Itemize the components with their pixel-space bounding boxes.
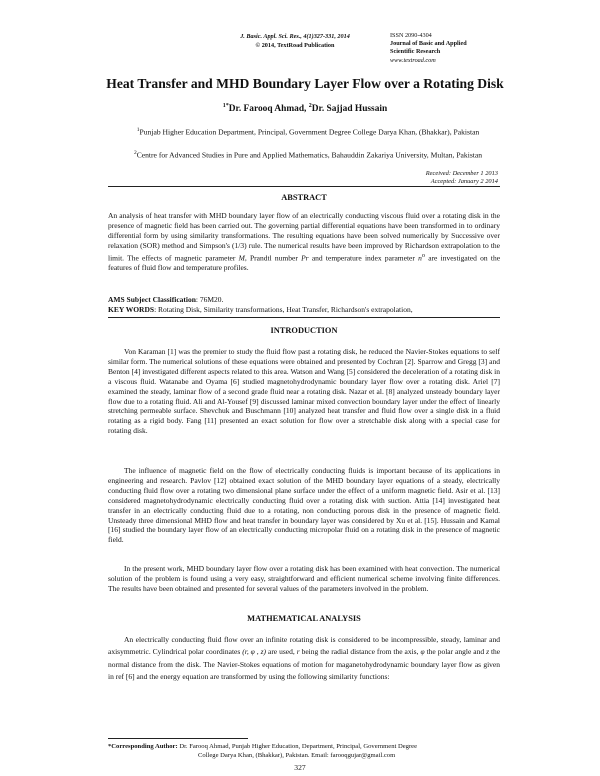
math-text-2: are used, <box>267 647 295 657</box>
affiliation-2-text: Centre for Advanced Studies in Pure and Applied Mathematics, Bahauddin Zakariya University, Multan, Pakistan <box>136 150 483 160</box>
journal-website: www.textroad.com <box>390 56 436 64</box>
math-text-3: being the radial distance from the axis, <box>301 647 419 657</box>
abstract-text-2: , Prandtl number <box>244 253 298 263</box>
symbol-n: n <box>418 253 422 263</box>
journal-name-line-1: Journal of Basic and Applied <box>390 40 467 48</box>
footnote-line-2: College Darya Khan, (Bhakkar), Pakistan. Email: farooqgujar@gmail.com <box>198 752 396 759</box>
keywords-label: KEY WORDS <box>108 305 155 314</box>
abstract-text-4: are investigated on the features of fluid flow and temperature profiles. <box>108 253 501 273</box>
symbol-Pr: Pr <box>301 253 309 263</box>
corresponding-author-footnote <box>108 742 500 760</box>
math-text-5: the normal distance from the disk. The Navier-Stokes equations of motion for maganetohydrodynamic boundary layer flow as given in ref [6] and the energy equation are transformed by using the following similarity functions: <box>108 647 501 682</box>
author1-marker: 1* <box>222 103 229 109</box>
abstract-heading: ABSTRACT <box>281 193 327 202</box>
abstract-body <box>108 211 500 273</box>
math-paragraph <box>108 634 500 684</box>
page-number: 327 <box>294 763 306 772</box>
author1-name: Dr. Farooq Ahmad, <box>228 104 307 115</box>
ams-label: AMS Subject Classification <box>108 295 196 304</box>
ams-classification <box>108 295 500 305</box>
intro-paragraph-1: Von Karaman [1] was the premier to study the fluid flow past a rotating disk, he reduced the Navier-Stokes equations to self similar form. The numerical solutions of these equations were obtained and presented by Cochran [2]. Sparrow and Gregg [3] and Benton [4] investigated different aspects related to this area. Watson and Wang [5] considered the deceleration of a rotating disk in a viscous fluid. Watanabe and Oyama [6] studied magnetohydrodynamic boundary layer flow over a rotating disk. Ariel [7] examined the steady, laminar flow of a second grade fluid near a rotating disk. Nazar et al. [8] analyzed unsteady boundary layer flow due to a rotating fluid. Ali and Al-Yousef [9] discussed laminar mixed convection boundary layer under the effect of linearly stretching permeable surface. Shevchuk and Buschmann [10] analyzed heat transfer and fluid flow over a single disk in a fluid rotating as a rigid body. Fang [11] presented an exact solution for flow over a stretchable disk along with a special case for rotating disk. <box>108 347 500 436</box>
footnote-label: *Corresponding Author: <box>108 743 178 750</box>
issn: ISSN 2090-4304 <box>390 32 432 39</box>
symbol-n-sup: o <box>421 251 425 259</box>
abstract-text-1: An analysis of heat transfer with MHD boundary layer flow of an electrically conducting viscous fluid over a rotating disk in the presence of magnetic field has been carried out. The governing partial differential equations have been transformed in to ordinary differential form by using similarity transformations. The resulting equations have been solved numerically by Successive over relaxation (SOR) method and Simpson's (1/3) rule. The numerical results have been improved by Richardson extrapolation to the limit. The effects of magnetic parameter <box>108 211 500 263</box>
coords-symbol: (r, φ , z) <box>242 647 267 657</box>
author2-name: Dr. Sajjad Hussain <box>311 104 388 115</box>
affiliation-1-marker: 1 <box>136 127 140 133</box>
math-heading: MATHEMATICAL ANALYSIS <box>247 614 361 623</box>
paper-title: Heat Transfer and MHD Boundary Layer Flow over a Rotating Disk <box>106 76 504 91</box>
accepted-date: Accepted: January 2 2014 <box>430 178 498 185</box>
author-line <box>100 103 510 114</box>
affiliation-1 <box>118 125 498 138</box>
math-text-1: An electrically conducting fluid flow over an infinite rotating disk is considered to be incompressible, steady, laminar and axisymmetric. Cylindrical polar coordinates <box>108 635 500 657</box>
intro-paragraph-3: In the present work, MHD boundary layer flow over a rotating disk has been examined with heat convection. The numerical solution of the problem is found using a very easy, straightforward and efficient numerical scheme involving finite differences. The results have been obtained and presented for several values of the parameters involved in the problem. <box>108 564 500 593</box>
abstract-text-3: and temperature index parameter <box>311 253 415 263</box>
journal-header-right <box>390 32 500 65</box>
abstract-top-rule <box>108 186 500 187</box>
affiliation-2-marker: 2 <box>133 150 137 156</box>
received-date: Received: December 1 2013 <box>425 170 498 177</box>
symbol-z: z <box>486 647 489 657</box>
journal-header-left <box>210 32 380 50</box>
submission-dates <box>380 170 498 186</box>
journal-name-line-2: Scientific Research <box>390 48 441 56</box>
symbol-r: r <box>296 647 300 657</box>
intro-paragraph-2: The influence of magnetic field on the flow of electrically conducting fluids is important because of its applications in engineering and research. Pavlov [12] obtained exact solution of the MHD boundary layer equations of a steady, electrically conducting fluid flow over a rotating two dimensional plane surface under the effect of a uniform magnetic field. Asir et al. [13] considered magnetohydrodynamic electrically conducting fluid over a rotating disk with suction. Attia [14] investigated heat transfer in an electrically conducting fluid due to a rotating, non conducting porous disk in the presence of magnetic field. Unsteady three dimensional MHD flow and heat transfer in boundary layer was considered by Xu et al. [15]. Hussain and Kamal [16] studied the boundary layer flow of an electrically conducting micropolar fluid on a rotating disk in the presence of magnetic field. <box>108 466 500 545</box>
copyright-line: © 2014, TextRoad Publication <box>255 42 335 49</box>
affiliation-2 <box>118 148 498 161</box>
author2-marker: 2 <box>308 103 312 109</box>
symbol-M: M <box>238 253 245 263</box>
math-text-4: the polar angle and <box>426 647 485 657</box>
introduction-heading: INTRODUCTION <box>270 326 338 335</box>
footnote-line-1: Dr. Farooq Ahmad, Punjab Higher Education, Department, Principal, Government Degree <box>177 743 418 750</box>
journal-citation: J. Basic. Appl. Sci. Res., 4(1)327-331, 2014 <box>240 33 350 40</box>
symbol-phi: φ <box>420 647 425 657</box>
abstract-bottom-rule <box>108 317 500 318</box>
affiliation-1-text: Punjab Higher Education Department, Principal, Government Degree College Darya Khan, (Bhakkar), Pakistan <box>139 127 480 137</box>
keywords-value: : Rotating Disk, Similarity transformations, Heat Transfer, Richardson's extrapolation, <box>154 305 413 314</box>
footnote-rule <box>108 738 248 739</box>
keywords <box>108 305 500 315</box>
ams-value: : 76M20. <box>195 295 224 304</box>
